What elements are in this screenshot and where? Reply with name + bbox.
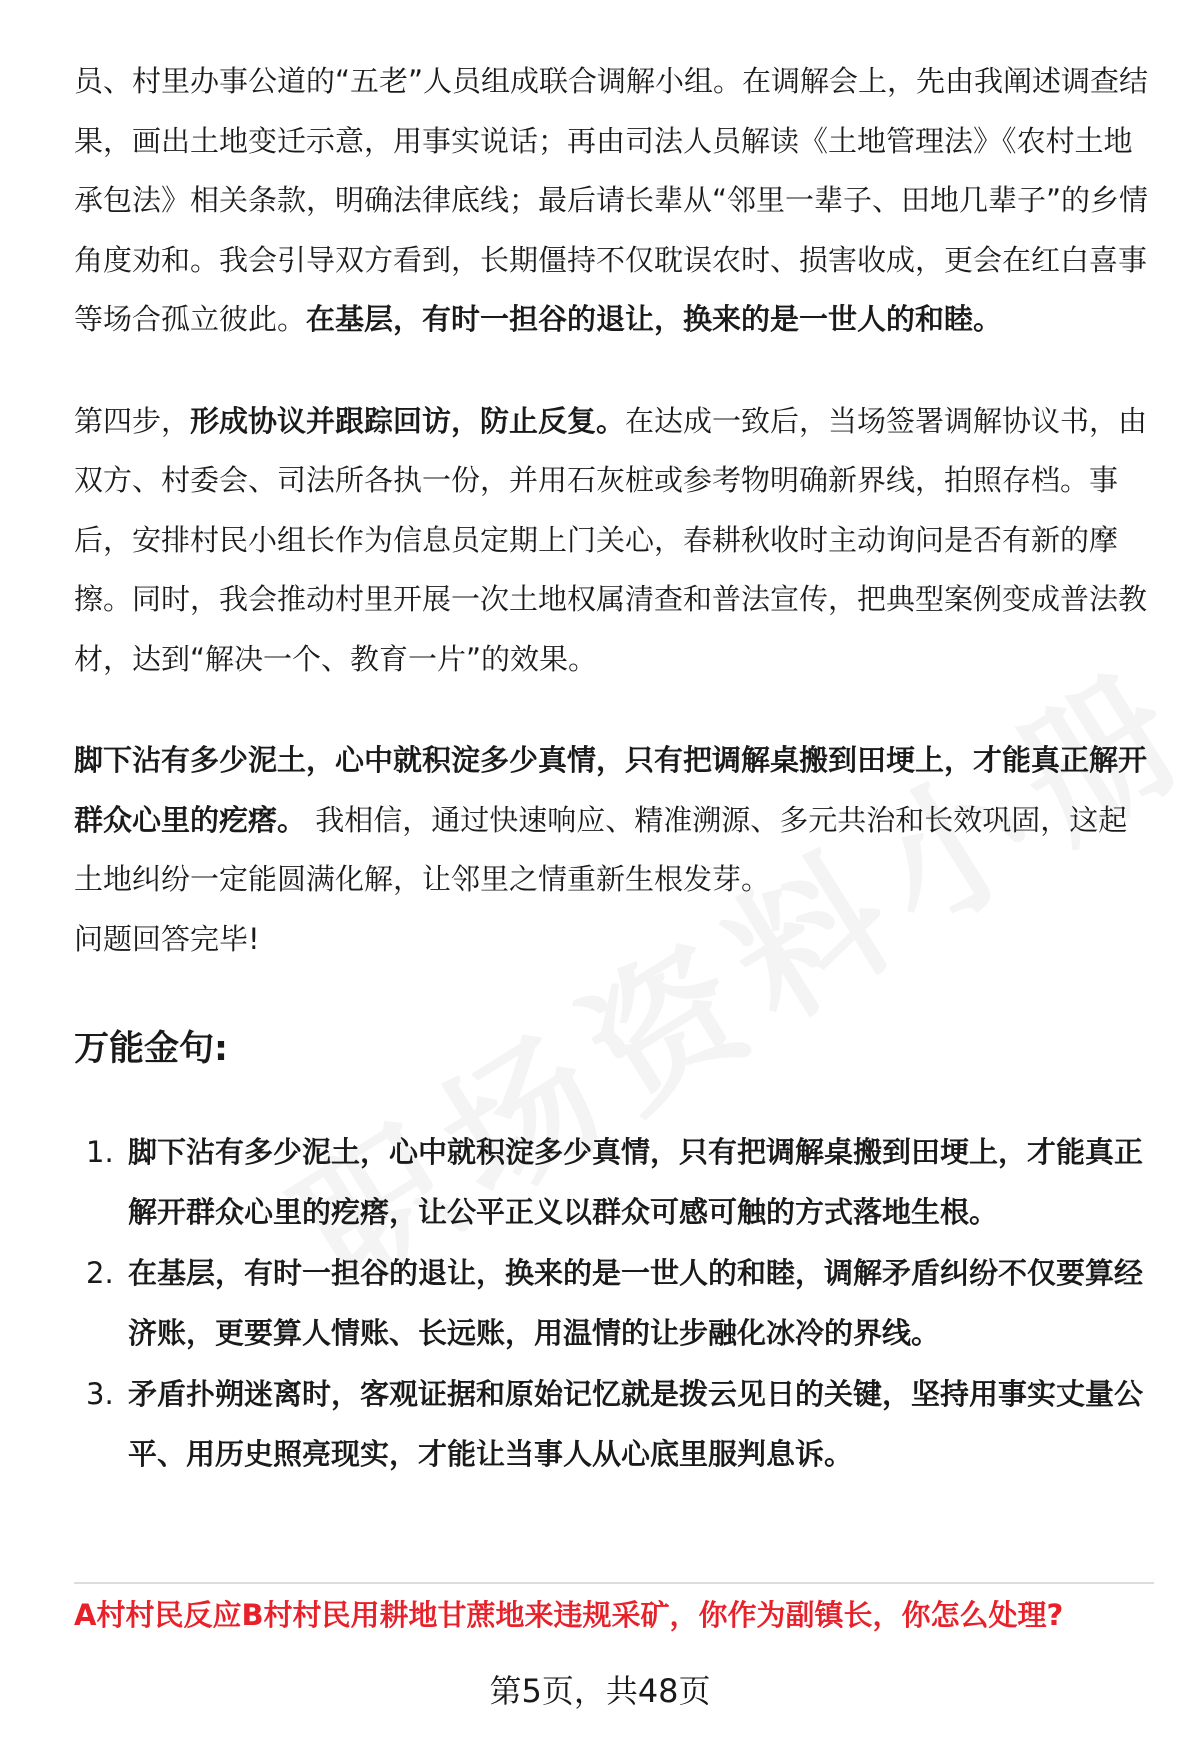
paragraph-text: 在达成一致后，当场签署调解协议书，由双方、村委会、司法所各执一份，并用石灰桩或参考物明确新界线，拍照存档。事后，安排村民小组长作为信息员定期上门关心，春耕秋收时主动询问是否有新的摩擦。同时，我会推动村里开展一次土地权属清查和普法宣传，把典型案例变成普法教材，达到“解决一个、教育一片”的效果。: [74, 403, 1148, 676]
list-number: 1.: [86, 1135, 114, 1169]
quote-list: [74, 1123, 1154, 1484]
page-number: 第5页，共48页: [489, 1672, 711, 1710]
next-question: A村村民反应B村村民用耕地甘蔗地来违规采矿，你作为副镇长，你怎么处理?: [74, 1598, 1064, 1632]
list-item-text: 脚下沾有多少泥土，心中就积淀多少真情，只有把调解桌搬到田埂上，才能真正解开群众心里的疙瘩，让公平正义以群众可感可触的方式落地生根。: [128, 1135, 1144, 1229]
list-item-text: 矛盾扑朔迷离时，客观证据和原始记忆就是拨云见日的关键，坚持用事实丈量公平、用历史照亮现实，才能让当事人从心底里服判息诉。: [128, 1377, 1144, 1471]
answer-complete: 问题回答完毕!: [74, 921, 260, 956]
paragraph-step-four: [74, 392, 1154, 690]
paragraph-conclusion: [74, 731, 1154, 910]
paragraph-mediation: [74, 52, 1154, 350]
content: [74, 52, 1154, 1486]
section-heading: 万能金句:: [74, 1029, 228, 1069]
list-item: [74, 1244, 1154, 1363]
paragraph-text: 员、村里办事公道的“五老”人员组成联合调解小组。在调解会上，先由我阐述调查结果，画出土地变迁示意，用事实说话；再由司法人员解读《土地管理法》《农村土地承包法》相关条款，明确法律底线；最后请长辈从“邻里一辈子、田地几辈子”的乡情角度劝和。我会引导双方看到，长期僵持不仅耽误农时、损害收成，更会在红白喜事等场合孤立彼此。: [74, 64, 1149, 336]
divider: [74, 1582, 1154, 1584]
paragraph-text: 我相信，通过快速响应、精准溯源、多元共治和长效巩固，这起土地纠纷一定能圆满化解，让邻里之情重新生根发芽。: [74, 802, 1128, 896]
step-label: 第四步，: [74, 403, 191, 438]
bold-emphasis: 形成协议并跟踪回访，防止反复。: [190, 403, 626, 438]
list-item: [74, 1123, 1154, 1242]
list-number: 3.: [86, 1377, 114, 1411]
list-number: 2.: [86, 1256, 114, 1290]
list-item-text: 在基层，有时一担谷的退让，换来的是一世人的和睦，调解矛盾纠纷不仅要算经济账，更要算人情账、长远账，用温情的让步融化冰冷的界线。: [128, 1256, 1144, 1350]
bold-emphasis: 在基层，有时一担谷的退让，换来的是一世人的和睦。: [306, 302, 1003, 336]
bold-emphasis: 脚下沾有多少泥土，心中就积淀多少真情，只有把调解桌搬到田埂上，才能真正解开群众心里的疙瘩。: [74, 743, 1148, 837]
list-item: [74, 1365, 1154, 1484]
